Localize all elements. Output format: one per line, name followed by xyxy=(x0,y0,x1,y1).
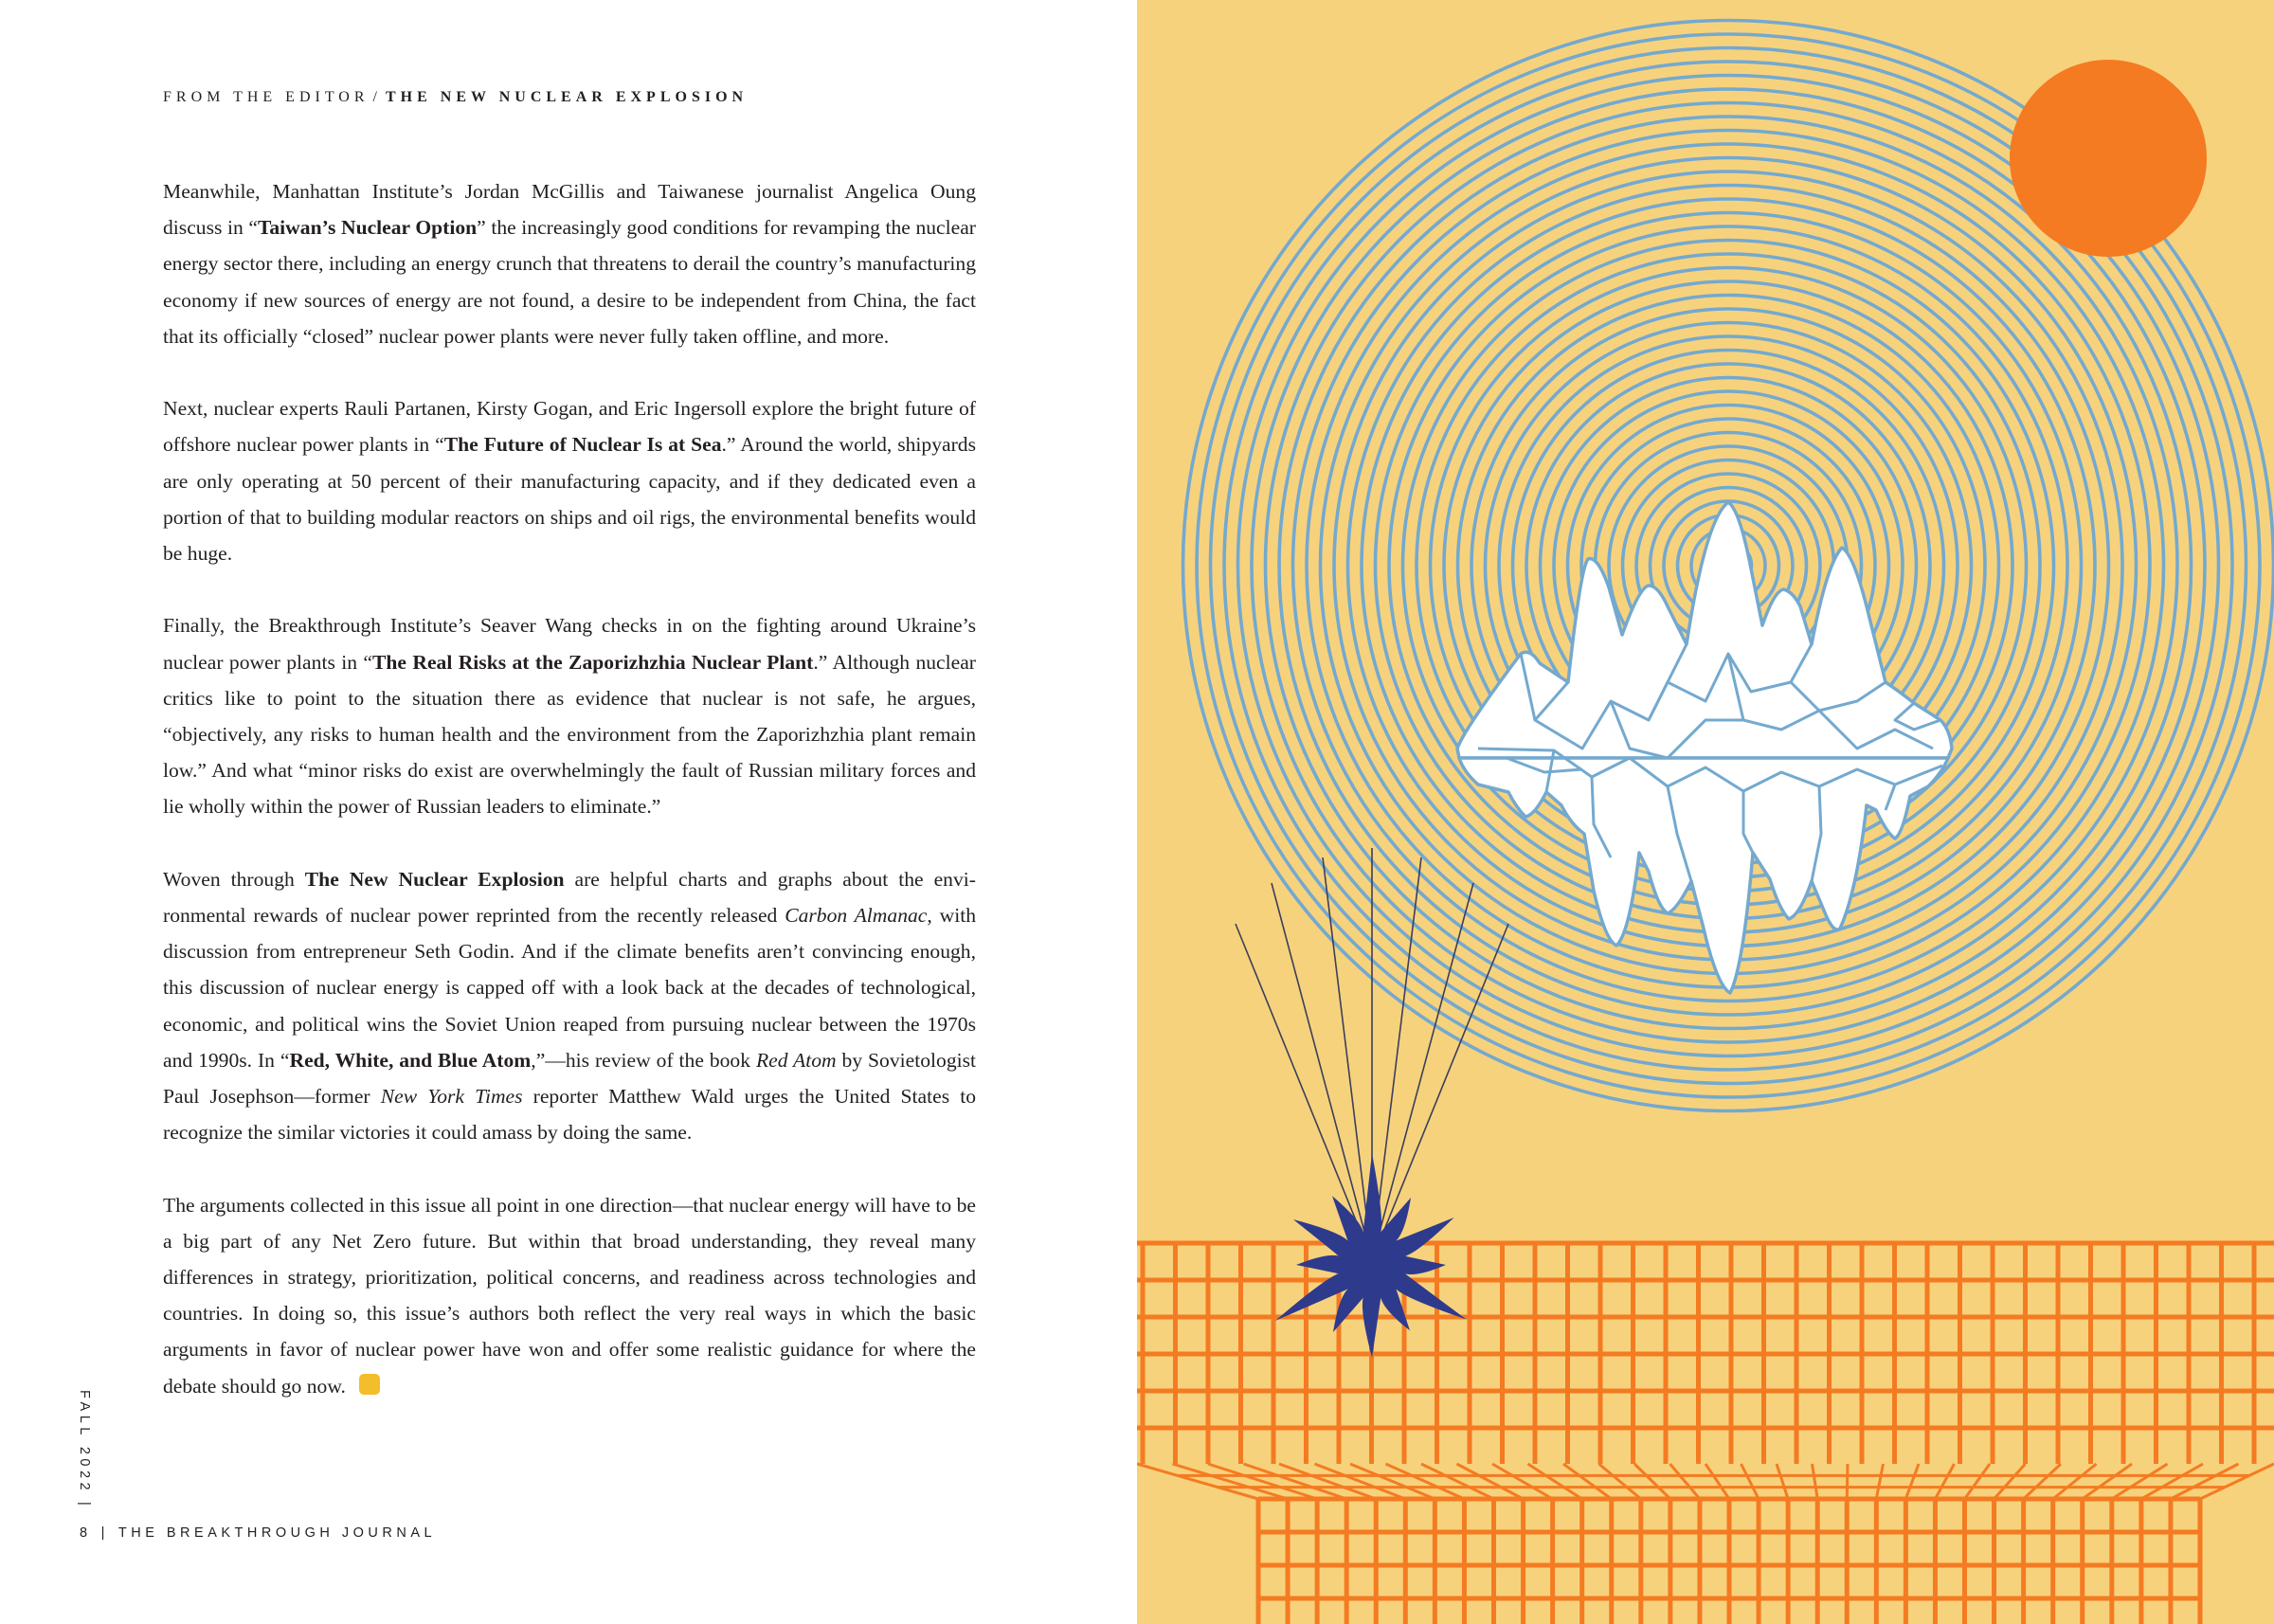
text-run: Woven through xyxy=(163,867,305,891)
body-paragraph xyxy=(163,173,976,354)
grid-line xyxy=(2112,1464,2168,1499)
grid-line xyxy=(1492,1464,1553,1499)
bold-title-run: The Future of Nuclear Is at Sea xyxy=(443,433,722,457)
illustration-page xyxy=(1137,0,2274,1624)
grid-line xyxy=(1777,1464,1788,1499)
text-run: by Sovietologist Paul Josephson—former xyxy=(163,1048,977,1109)
grid-line xyxy=(1742,1464,1760,1499)
grid-line xyxy=(1994,1464,2026,1499)
grid-line xyxy=(2141,1464,2203,1499)
text-run: The arguments collected in this issue all point in one direction—that nuclear energy will have to be a big part of any Net Zero future. But within that broad understanding, they reveal many differences in strategy, prioritization, political concerns, and readiness across technologies and countries. In doing so, this issue’s authors both reflect the very real ways in which the basic arguments in favor of nuclear power have won and offer some realistic guidance for where the debate should go now. xyxy=(163,1193,976,1398)
text-run: ” the increasingly good conditions for revamping the nuclear energy sector there, including an energy crunch that threatens to derail the country’s manufacturing economy if new sources of energy are not found, a desire to be independent from China, the fact that its officially “closed” nuclear power plants were never fully taken offline, and more. xyxy=(163,216,976,348)
grid-line xyxy=(1670,1464,1700,1499)
issue-season: FALL 2022 xyxy=(77,1390,92,1495)
grid-line xyxy=(1935,1464,1954,1499)
publication-name: THE BREAKTHROUGH JOURNAL xyxy=(117,1525,437,1541)
grid-line xyxy=(1905,1464,1919,1499)
grid-line xyxy=(1965,1464,1991,1499)
ray-line xyxy=(1272,883,1372,1260)
running-head-separator: / xyxy=(372,89,382,105)
grid-line xyxy=(2024,1464,2061,1499)
grid-line xyxy=(1457,1464,1524,1499)
text-run: Meanwhile, Manhattan Institute’s Jordan McGillis and Taiwanese journalist Angelica Oung discuss in “ xyxy=(163,180,976,240)
grid-line xyxy=(1173,1464,1289,1499)
text-run: Next, nuclear experts Rauli Partanen, Kirsty Gogan, and Eric Ingersoll explore the bright future of offshore nuclear power plants in “ xyxy=(163,397,976,457)
text-run: .” Although nuclear critics like to point to the situation there as evidence that nuclear is not safe, he argues, “objectively, any risks to human health and the environment from the Zaporizhzhia plant remain low.” And what “minor risks do exist are overwhelmingly the fault of Russian military forces and lie wholly within the power of Russian leaders to eliminate.” xyxy=(163,650,976,819)
text-run: .” Around the world, shipyards are only operating at 50 percent of their manufacturing capacity, and if they dedicated even a portion of that to building modular reactors on ships and oil rigs, the environmental benefits would be huge. xyxy=(163,433,976,566)
ray-line xyxy=(1372,883,1473,1260)
grid-line xyxy=(1137,1464,1258,1499)
nuclear-illustration xyxy=(1137,0,2274,1624)
grid-line xyxy=(1876,1464,1883,1499)
section-label: FROM THE EDITOR xyxy=(163,89,370,105)
body-paragraph xyxy=(163,1187,976,1404)
issue-divider: | xyxy=(77,1502,92,1510)
grid-line xyxy=(2200,1464,2274,1499)
grid-line xyxy=(1634,1464,1670,1499)
text-run: reporter Matthew Wald urges the United States to recognize the similar victories it could amass by doing the same. xyxy=(163,1085,976,1145)
running-head xyxy=(163,89,748,106)
text-run: Finally, the Breakthrough Institute’s Seaver Wang checks in on the fighting around Ukraine’s nuclear power plants in “ xyxy=(163,614,976,674)
article-title: THE NEW NUCLEAR EXPLOSION xyxy=(385,89,749,105)
bold-title-run: Red, White, and Blue Atom xyxy=(289,1048,532,1072)
grid-line xyxy=(1421,1464,1494,1499)
orange-sun-icon xyxy=(2010,60,2207,257)
text-run: are helpful charts and graphs about the environmental rewards of nuclear power reprinted from the recently released xyxy=(163,867,976,928)
grid-line xyxy=(1847,1464,1848,1499)
text-run: , with discussion from entrepreneur Seth Godin. And if the climate benefits aren’t convincing enough, this discussion of nuclear energy is capped off with a look back at the decades of technological, economic, and political wins the Soviet Union reaped from pursuing nuclear between the 1970s and 1990s. In “ xyxy=(163,904,976,1072)
body-paragraph xyxy=(163,390,976,571)
grid-line xyxy=(2171,1464,2239,1499)
body-paragraph xyxy=(163,607,976,824)
page-number: 8 xyxy=(80,1525,92,1541)
body-paragraph xyxy=(163,861,976,1151)
folio xyxy=(80,1525,436,1541)
article-body xyxy=(163,173,976,1440)
grid-line xyxy=(1528,1464,1582,1499)
issue-label xyxy=(77,1390,92,1517)
grid-line xyxy=(1813,1464,1818,1499)
floating-crystal-icon xyxy=(1457,502,1952,993)
end-mark-icon xyxy=(359,1374,380,1395)
grid-line xyxy=(1706,1464,1729,1499)
folio-divider: | xyxy=(100,1525,109,1541)
italic-run: Red Atom xyxy=(755,1048,837,1072)
italic-run: Carbon Almanac xyxy=(785,904,928,928)
text-run: ,”—his review of the book xyxy=(531,1048,756,1072)
bold-title-run: Taiwan’s Nuclear Option xyxy=(257,216,478,240)
italic-run: New York Times xyxy=(380,1085,523,1109)
bold-title-run: The New Nuclear Explosion xyxy=(304,867,565,891)
bold-title-run: The Real Risks at the Zaporizhzhia Nuclear Plant xyxy=(371,650,814,674)
